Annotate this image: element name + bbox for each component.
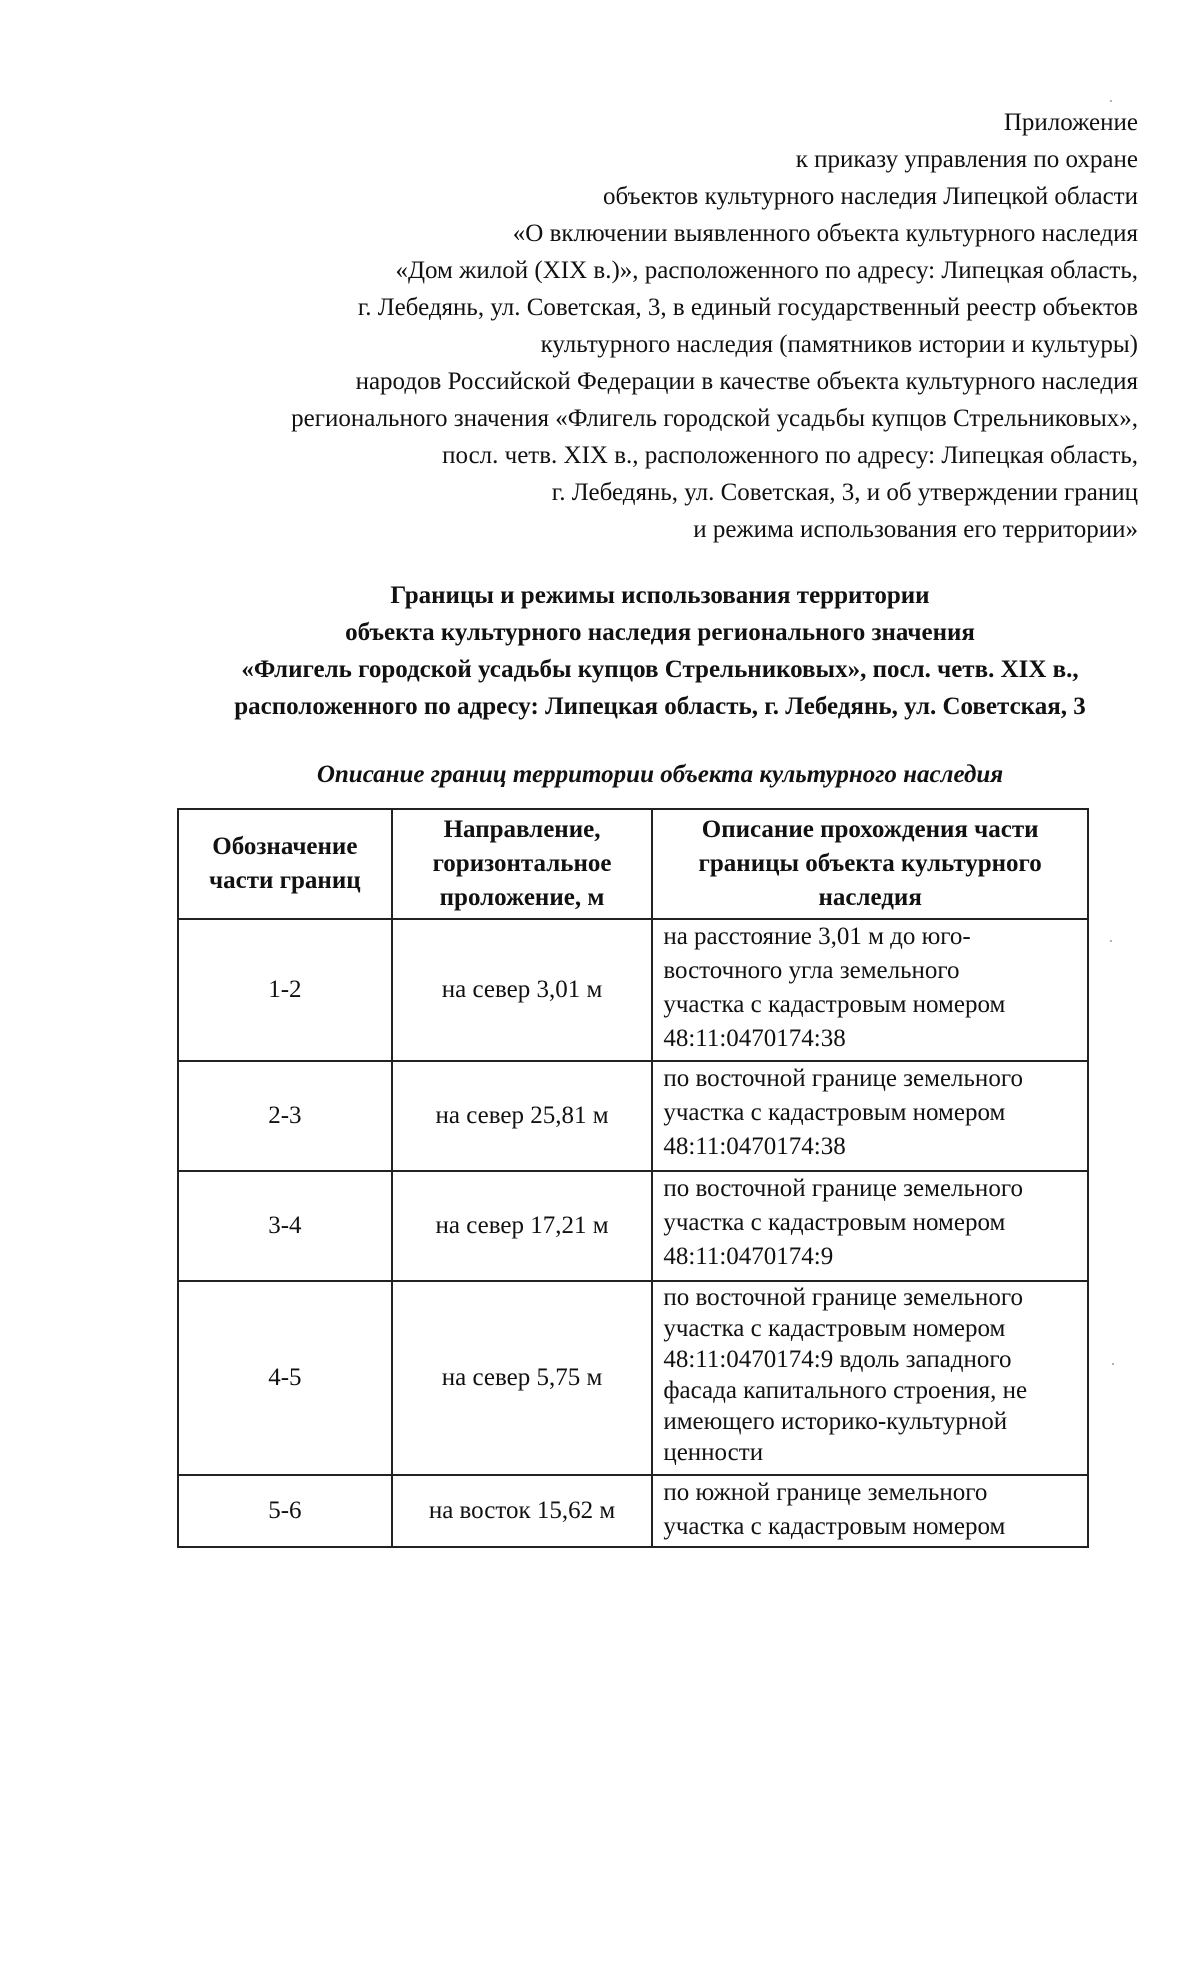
boundary-direction: на север 3,01 м	[392, 919, 653, 1061]
boundary-description: по восточной границе земельного участка с кадастровым номером 48:11:0470174:38	[652, 1061, 1088, 1171]
boundary-description: по восточной границе земельного участка с кадастровым номером 48:11:0470174:9 вдоль западного фасада капитального строения, не имеющего историко-культурной ценности	[652, 1281, 1088, 1475]
appendix-line: г. Лебедянь, ул. Советская, 3, в единый государственный реестр объектов	[357, 294, 1138, 321]
scan-speck	[1112, 1363, 1114, 1365]
boundary-code: 1-2	[178, 919, 392, 1061]
appendix-line: и режима использования его территории»	[693, 516, 1138, 543]
scan-speck	[1110, 100, 1112, 102]
boundary-direction: на север 5,75 м	[392, 1281, 653, 1475]
title-line: «Флигель городской усадьбы купцов Стрельниковых», посл. четв. XIX в.,	[241, 656, 1079, 683]
boundary-direction: на север 25,81 м	[392, 1061, 653, 1171]
header-description: Описание прохождения части границы объекта культурного наследия	[652, 809, 1088, 919]
boundary-code: 4-5	[178, 1281, 392, 1475]
appendix-line: «О включении выявленного объекта культурного наследия	[512, 220, 1138, 247]
appendix-header	[138, 104, 1138, 548]
appendix-line: посл. четв. XIX в., расположенного по адресу: Липецкая область,	[442, 442, 1138, 469]
appendix-line: народов Российской Федерации в качестве объекта культурного наследия	[355, 368, 1138, 395]
boundary-description: по восточной границе земельного участка с кадастровым номером 48:11:0470174:9	[652, 1171, 1088, 1281]
section-title: Описание границ территории объекта культурного наследия	[316, 761, 1004, 788]
appendix-line: культурного наследия (памятников истории и культуры)	[540, 331, 1138, 358]
title-line: объекта культурного наследия регионального значения	[345, 619, 975, 646]
boundaries-table	[177, 808, 1089, 1548]
header-direction: Направление, горизонтальное проложение, м	[392, 809, 653, 919]
boundary-direction: на восток 15,62 м	[392, 1475, 653, 1547]
appendix-line: объектов культурного наследия Липецкой области	[603, 183, 1138, 210]
table-row	[178, 1281, 1088, 1475]
appendix-line: Приложение	[1003, 109, 1138, 136]
table-row	[178, 1475, 1088, 1547]
table-row	[178, 919, 1088, 1061]
appendix-line: к приказу управления по охране	[795, 146, 1138, 173]
table-row	[178, 1171, 1088, 1281]
boundary-code: 3-4	[178, 1171, 392, 1281]
document-title	[100, 577, 1200, 725]
boundary-code: 2-3	[178, 1061, 392, 1171]
boundary-code: 5-6	[178, 1475, 392, 1547]
table-row	[178, 1061, 1088, 1171]
boundary-direction: на север 17,21 м	[392, 1171, 653, 1281]
appendix-line: «Дом жилой (XIX в.)», расположенного по адресу: Липецкая область,	[395, 257, 1138, 284]
appendix-line: регионального значения «Флигель городской усадьбы купцов Стрельниковых»,	[291, 405, 1138, 432]
scan-speck	[1110, 940, 1112, 942]
title-line: Границы и режимы использования территории	[390, 582, 930, 609]
table-header-row	[178, 809, 1088, 919]
boundary-description: по южной границе земельного участка с кадастровым номером	[652, 1475, 1088, 1547]
header-boundary-part: Обозначение части границ	[178, 809, 392, 919]
appendix-line: г. Лебедянь, ул. Советская, 3, и об утверждении границ	[551, 479, 1138, 506]
title-line: расположенного по адресу: Липецкая область, г. Лебедянь, ул. Советская, 3	[234, 693, 1086, 720]
boundary-description: на расстояние 3,01 м до юго- восточного угла земельного участка с кадастровым номером 48:11:0470174:38	[652, 919, 1088, 1061]
